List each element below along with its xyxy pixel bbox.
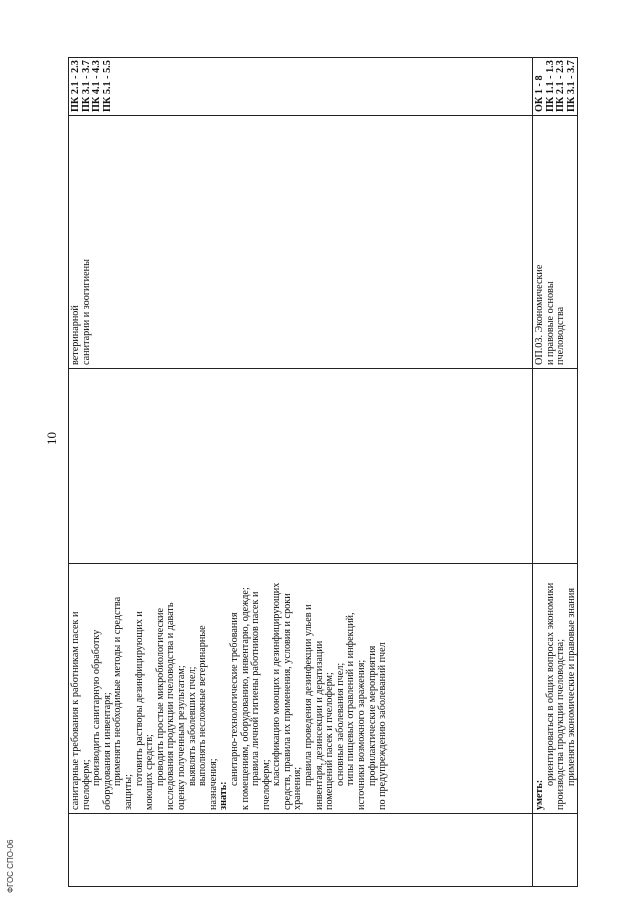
document-code: ФГОС СПО-06 — [6, 839, 15, 893]
text-line: средств, правила их применения, условия и сроки — [281, 593, 293, 810]
knowledge-skills-cell — [535, 583, 577, 810]
text-line: ПК 3.1 - 3.7 — [80, 60, 92, 112]
text-line: по предупреждению заболеваний пчел — [377, 642, 389, 810]
text-line: профилактические мероприятия — [366, 645, 378, 786]
text-line: уметь: — [534, 779, 545, 810]
text-line: назначения; — [207, 758, 219, 810]
discipline-cell — [535, 265, 567, 365]
text-line: пчеловодства — [555, 306, 567, 365]
text-line: санитарно-технологические требования — [228, 612, 240, 786]
text-line: готовить растворы дезинфицирующих и — [133, 611, 145, 786]
column-divider — [69, 368, 577, 369]
text-line: защиты; — [122, 774, 134, 810]
text-line: помещений пасек и пчелоферм; — [324, 672, 336, 810]
text-line: основные заболевания пчел; — [334, 662, 346, 786]
row-divider — [532, 58, 533, 886]
text-line: ОП.03. Экономические — [534, 264, 545, 365]
text-line: ПК 4.1 - 4.3 — [91, 60, 103, 112]
text-line: пчелоферм; — [80, 759, 92, 810]
text-line: производить санитарную обработку — [91, 629, 103, 786]
text-line: источники возможного заражения; — [356, 659, 368, 810]
text-line: ПК 5.1 - 5.5 — [101, 60, 113, 112]
text-line: хранения; — [292, 766, 304, 810]
text-line: правила личной гигиены работников пасек и — [250, 591, 262, 786]
text-line: классификацию моющих и дезинфицирующих — [271, 582, 283, 786]
text-line: моющих средств; — [144, 734, 156, 810]
page-number: 10 — [44, 432, 59, 445]
competency-codes-cell — [71, 60, 113, 112]
text-line: ориентироваться в общих вопросах экономики — [544, 582, 556, 786]
discipline-cell — [71, 259, 92, 365]
text-line: производства продукции пчеловодства; — [555, 638, 567, 810]
text-line: выполнять несложные ветеринарные — [197, 625, 209, 786]
text-line: к помещениям, оборудованию, инвентарю, одежде; — [239, 587, 251, 810]
text-line: проводить простые микробиологические — [154, 607, 166, 786]
text-line: оценку полученным результатам; — [175, 665, 187, 810]
text-line: ветеринарной — [70, 305, 81, 365]
text-line: и правовые основы — [544, 281, 556, 365]
text-line: применять необходимые методы и средства — [112, 596, 124, 786]
text-line: применять экономические и правовые знания — [565, 588, 577, 786]
text-line: санитарии и зоогигиены — [80, 259, 92, 365]
text-line: ОК 1 - 8 — [534, 75, 545, 112]
column-divider — [69, 813, 577, 814]
column-divider — [69, 115, 577, 116]
text-line: пчелоферм; — [260, 759, 272, 810]
text-line: инвентаря, дезинсекции и дератизации — [313, 640, 325, 810]
text-line: выявлять заболевших пчел; — [186, 666, 198, 786]
text-line: типы пищевых отравлений и инфекций, — [345, 612, 357, 786]
column-divider — [69, 563, 577, 564]
competency-codes-cell — [535, 60, 577, 112]
text-line: исследования продукции пчеловодства и давать — [165, 602, 177, 810]
knowledge-skills-cell — [71, 583, 389, 810]
text-line: санитарные требования к работникам пасек и — [70, 611, 81, 810]
text-line: правила проведения дезинфекции ульев и — [303, 604, 315, 786]
text-line: ПК 3.1 - 3.7 — [565, 60, 577, 112]
text-line: ПК 1.1 - 1.3 — [544, 60, 556, 112]
text-line: оборудования и инвентаря; — [101, 692, 113, 810]
standards-table — [68, 57, 578, 887]
text-line: знать: — [218, 781, 230, 810]
text-line: ПК 2.1 - 2.3 — [555, 60, 567, 112]
text-line: ПК 2.1 - 2.3 — [70, 60, 81, 112]
